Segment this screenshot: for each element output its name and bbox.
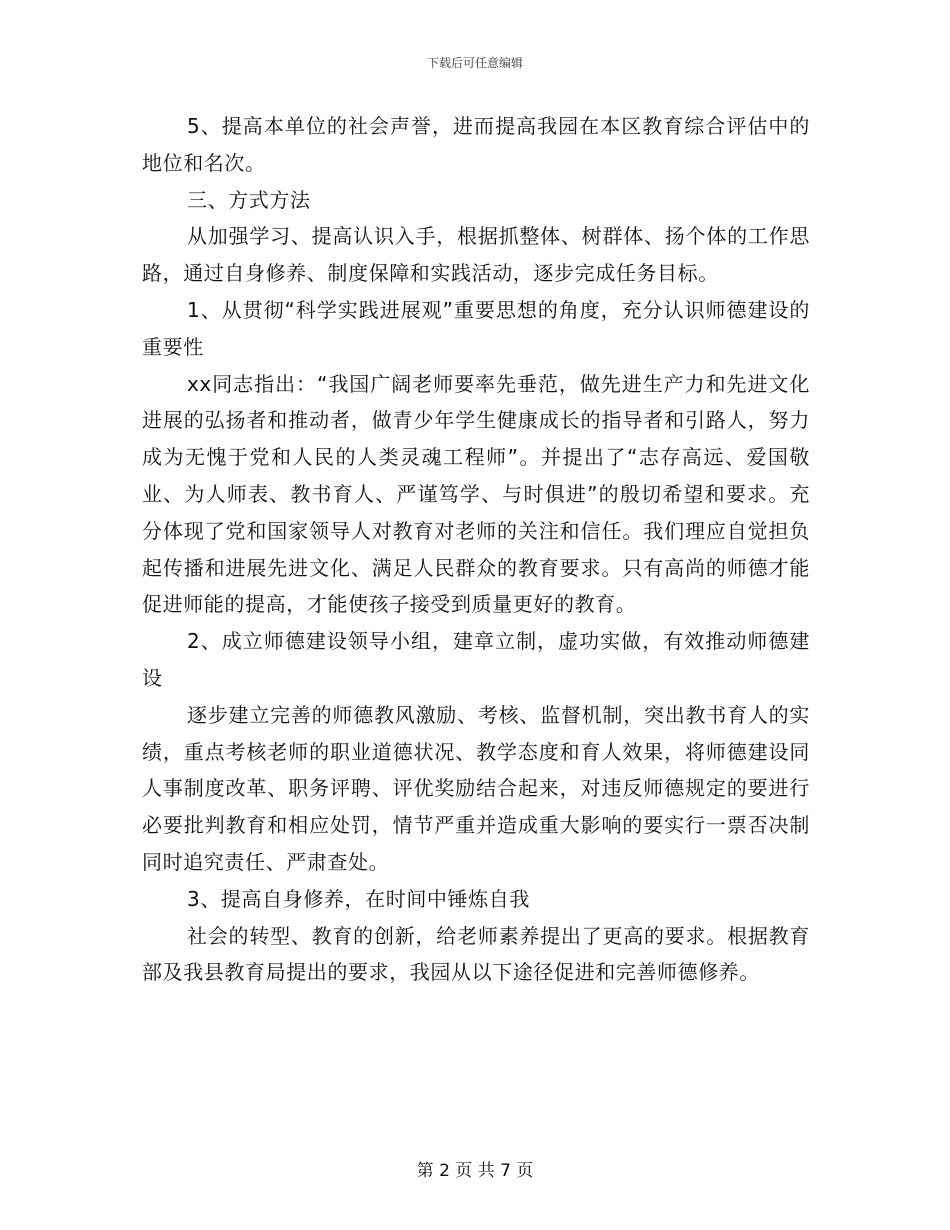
subheading-2: 2、成立师德建设领导小组，建章立制，虚功实做，有效推动师德建设 — [142, 629, 810, 690]
paragraph-mechanism: 逐步建立完善的师德教风激励、考核、监督机制，突出教书育人的实绩，重点考核老师的职业道德状况、教学态度和育人效果，将师德建设同人事制度改革、职务评聘、评优奖励结合起来，对违反师德规定的要进行必要批判教育和相应处罚，情节严重并造成重大影响的要实行一票否决制同时追究责任、严肃查处。 — [142, 702, 810, 874]
subheading-1: 1、从贯彻“科学实践进展观”重要思想的角度，充分认识师德建设的重要性 — [142, 297, 810, 359]
paragraph-methods-intro: 从加强学习、提高认识入手，根据抓整体、树群体、扬个体的工作思路，通过自身修养、制度保障和实践活动，逐步完成任务目标。 — [142, 224, 810, 286]
paragraph-cultivation: 社会的转型、教育的创新，给老师素养提出了更高的要求。根据教育部及我县教育局提出的要求，我园从以下途径促进和完善师德修养。 — [142, 923, 810, 985]
document-body — [142, 108, 810, 991]
page-number-footer: 第 2 页 共 7 页 — [416, 1161, 534, 1181]
paragraph-goal-5: 5、提高本单位的社会声誉，进而提高我园在本区教育综合评估中的地位和名次。 — [142, 114, 810, 175]
subheading-3: 3、提高自身修养，在时间中锤炼自我 — [187, 886, 530, 911]
page-header-note: 下载后可任意编辑 — [426, 56, 523, 70]
paragraph-quote: xx同志指出：“我国广阔老师要率先垂范，做先进生产力和先进文化进展的弘扬者和推动者，做青少年学生健康成长的指导者和引路人，努力成为无愧于党和人民的人类灵魂工程师”。并提出了“志存高远、爱国敬业、为人师表、教书育人、严谨笃学、与时俱进”的殷切希望和要求。充分体现了党和国家领导人对教育对老师的关注和信任。我们理应自觉担负起传播和进展先进文化、满足人民群众的教育要求。只有高尚的师德才能促进师能的提高，才能使孩子接受到质量更好的教育。 — [142, 371, 810, 617]
section-heading-methods: 三、方式方法 — [187, 187, 311, 212]
